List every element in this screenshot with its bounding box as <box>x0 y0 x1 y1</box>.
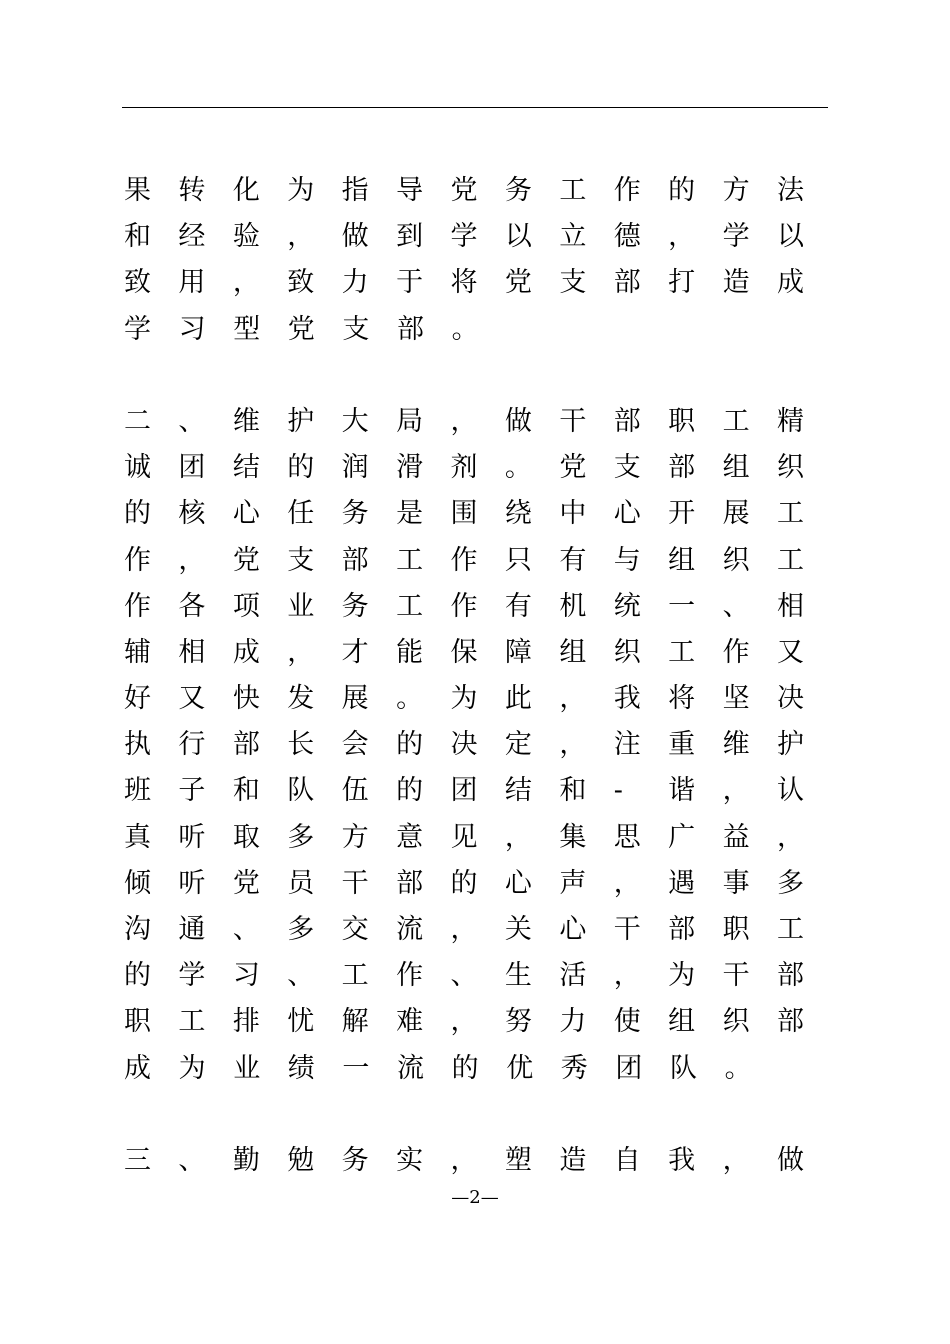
document-body <box>124 168 804 1184</box>
text-line-last: 成 为 业 绩 一 流 的 优 秀 团 队 。 <box>124 1052 752 1084</box>
paragraph-gap <box>124 353 804 399</box>
page-number: —2— <box>451 1187 499 1208</box>
header-rule <box>122 107 828 108</box>
text-line: 二 、 维 护 大 局 ， 做 干 部 职 工 精 <box>124 405 804 437</box>
text-line: 班 子 和 队 伍 的 团 结 和 - 谐 ， 认 <box>124 775 804 807</box>
text-line: 和 经 验 ， 做 到 学 以 立 德 ， 学 以 <box>124 221 804 253</box>
paragraph-gap <box>124 1092 804 1138</box>
text-line: 真 听 取 多 方 意 见 ， 集 思 广 益 ， <box>124 821 804 853</box>
text-line: 职 工 排 忧 解 难 ， 努 力 使 组 织 部 <box>124 1006 804 1038</box>
text-line: 倾 听 党 员 干 部 的 心 声 ， 遇 事 多 <box>124 867 804 899</box>
text-line: 致 用 ， 致 力 于 将 党 支 部 打 造 成 <box>124 267 804 299</box>
text-line: 作 各 项 业 务 工 作 有 机 统 一 、 相 <box>124 590 804 622</box>
text-line: 好 又 快 发 展 。 为 此 ， 我 将 坚 决 <box>124 683 804 715</box>
text-line: 执 行 部 长 会 的 决 定 ， 注 重 维 护 <box>124 729 804 761</box>
text-line: 作 ， 党 支 部 工 作 只 有 与 组 织 工 <box>124 544 804 576</box>
text-line: 三 、 勤 勉 务 实 ， 塑 造 自 我 ， 做 <box>124 1144 804 1176</box>
text-line: 诚 团 结 的 润 滑 剂 。 党 支 部 组 织 <box>124 452 804 484</box>
text-line: 的 核 心 任 务 是 围 绕 中 心 开 展 工 <box>124 498 804 530</box>
text-line: 果 转 化 为 指 导 党 务 工 作 的 方 法 <box>124 175 804 206</box>
text-line: 辅 相 成 ， 才 能 保 障 组 织 工 作 又 <box>124 636 804 668</box>
text-line-last: 学 习 型 党 支 部 。 <box>124 313 479 345</box>
text-line: 沟 通 、 多 交 流 ， 关 心 干 部 职 工 <box>124 914 804 945</box>
text-line: 的 学 习 、 工 作 、 生 活 ， 为 干 部 <box>124 960 804 992</box>
